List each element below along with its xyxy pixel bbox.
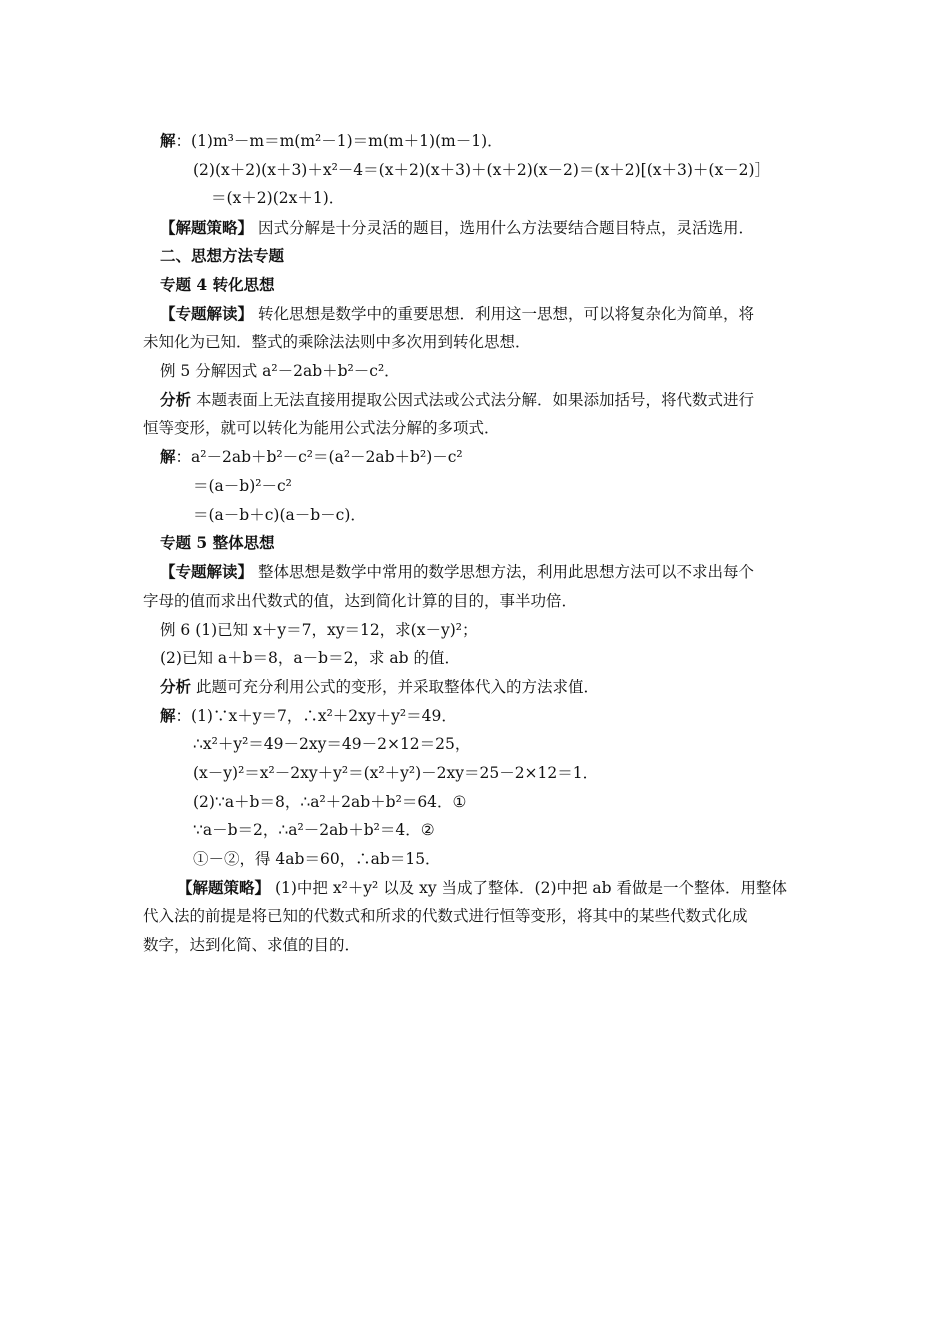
section-heading: 二、思想方法专题 (160, 246, 285, 265)
solution-1-line-2: (2)(x＋2)(x＋3)＋x²－4＝(x＋2)(x＋3)＋(x＋2)(x－2)＝(x＋2)[(x＋3)＋(x－2)］ (193, 161, 771, 179)
analysis-label: 分析 (160, 390, 192, 409)
solution-6-line-2: ∴x²＋y²＝49－2xy＝49－2×12＝25， (193, 735, 471, 753)
topic-5-heading: 专题 5 整体思想 (160, 533, 275, 552)
solution-5-line-3: ＝(a－b＋c)(a－b－c)． (193, 506, 366, 524)
topic-4-heading: 专题 4 转化思想 (160, 275, 275, 294)
solution-label: 解 (160, 447, 176, 466)
intro-label: 【专题解读】 (160, 304, 254, 323)
example-5: 例 5 分解因式 a²－2ab＋b²－c²． (160, 362, 400, 380)
analysis-5-line-1 (160, 390, 754, 410)
strategy-text: 因式分解是十分灵活的题目，选用什么方法要结合题目特点，灵活选用． (257, 219, 754, 237)
example-6-line-1: 例 6 (1)已知 x＋y＝7，xy＝12，求(x－y)²； (160, 621, 478, 639)
solution-text: ：(1)∵x＋y＝7，∴x²＋2xy＋y²＝49． (175, 707, 457, 725)
analysis-6 (160, 677, 599, 697)
strategy-2-line-3: 数字，达到化简、求值的目的． (143, 936, 361, 954)
analysis-text: 本题表面上无法直接用提取公因式法或公式法分解．如果添加括号，将代数式进行 (195, 391, 754, 409)
solution-1-line-3: ＝(x＋2)(2x＋1)． (211, 189, 345, 207)
intro-text: 转化思想是数学中的重要思想．利用这一思想，可以将复杂化为简单，将 (257, 305, 754, 323)
strategy-label: 【解题策略】 (160, 218, 254, 237)
solution-6-line-3: (x－y)²＝x²－2xy＋y²＝(x²＋y²)－2xy＝25－2×12＝1． (193, 764, 599, 782)
solution-5-line-1 (160, 447, 463, 467)
strategy-2-line-1 (177, 878, 787, 898)
strategy-1 (160, 218, 754, 238)
example-6-line-2: (2)已知 a＋b＝8，a－b＝2，求 ab 的值． (160, 649, 460, 667)
solution-text: ：a²－2ab＋b²－c²＝(a²－2ab＋b²)－c² (175, 448, 463, 466)
solution-text: ：(1)m³－m＝m(m²－1)＝m(m＋1)(m－1)． (175, 132, 503, 150)
solution-6-line-5: ∵a－b＝2，∴a²－2ab＋b²＝4．② (193, 821, 435, 839)
solution-5-line-2: ＝(a－b)²－c² (193, 477, 292, 495)
solution-6-line-6: ①－②，得 4ab＝60，∴ab＝15． (193, 850, 441, 868)
topic-5-intro-line-1 (160, 562, 754, 582)
topic-4-intro-line-2: 未知化为已知．整式的乘除法法则中多次用到转化思想． (143, 333, 531, 351)
analysis-text: 此题可充分利用公式的变形，并采取整体代入的方法求值． (195, 678, 599, 696)
strategy-text: (1)中把 x²＋y² 以及 xy 当成了整体．(2)中把 ab 看做是一个整体．用整体 (274, 879, 788, 897)
solution-label: 解 (160, 131, 176, 150)
intro-text: 整体思想是数学中常用的数学思想方法，利用此思想方法可以不求出每个 (257, 563, 754, 581)
strategy-2-line-2: 代入法的前提是将已知的代数式和所求的代数式进行恒等变形，将其中的某些代数式化成 (143, 907, 748, 925)
solution-label: 解 (160, 706, 176, 725)
intro-label: 【专题解读】 (160, 562, 254, 581)
topic-5-intro-line-2: 字母的值而求出代数式的值，达到简化计算的目的，事半功倍． (143, 592, 578, 610)
solution-6-line-4: (2)∵a＋b＝8，∴a²＋2ab＋b²＝64．① (193, 793, 467, 811)
topic-4-intro-line-1 (160, 304, 754, 324)
analysis-5-line-2: 恒等变形，就可以转化为能用公式法分解的多项式． (143, 419, 500, 437)
analysis-label: 分析 (160, 677, 192, 696)
strategy-label: 【解题策略】 (177, 878, 271, 897)
solution-6-line-1 (160, 706, 457, 726)
solution-1-line-1 (160, 131, 503, 151)
